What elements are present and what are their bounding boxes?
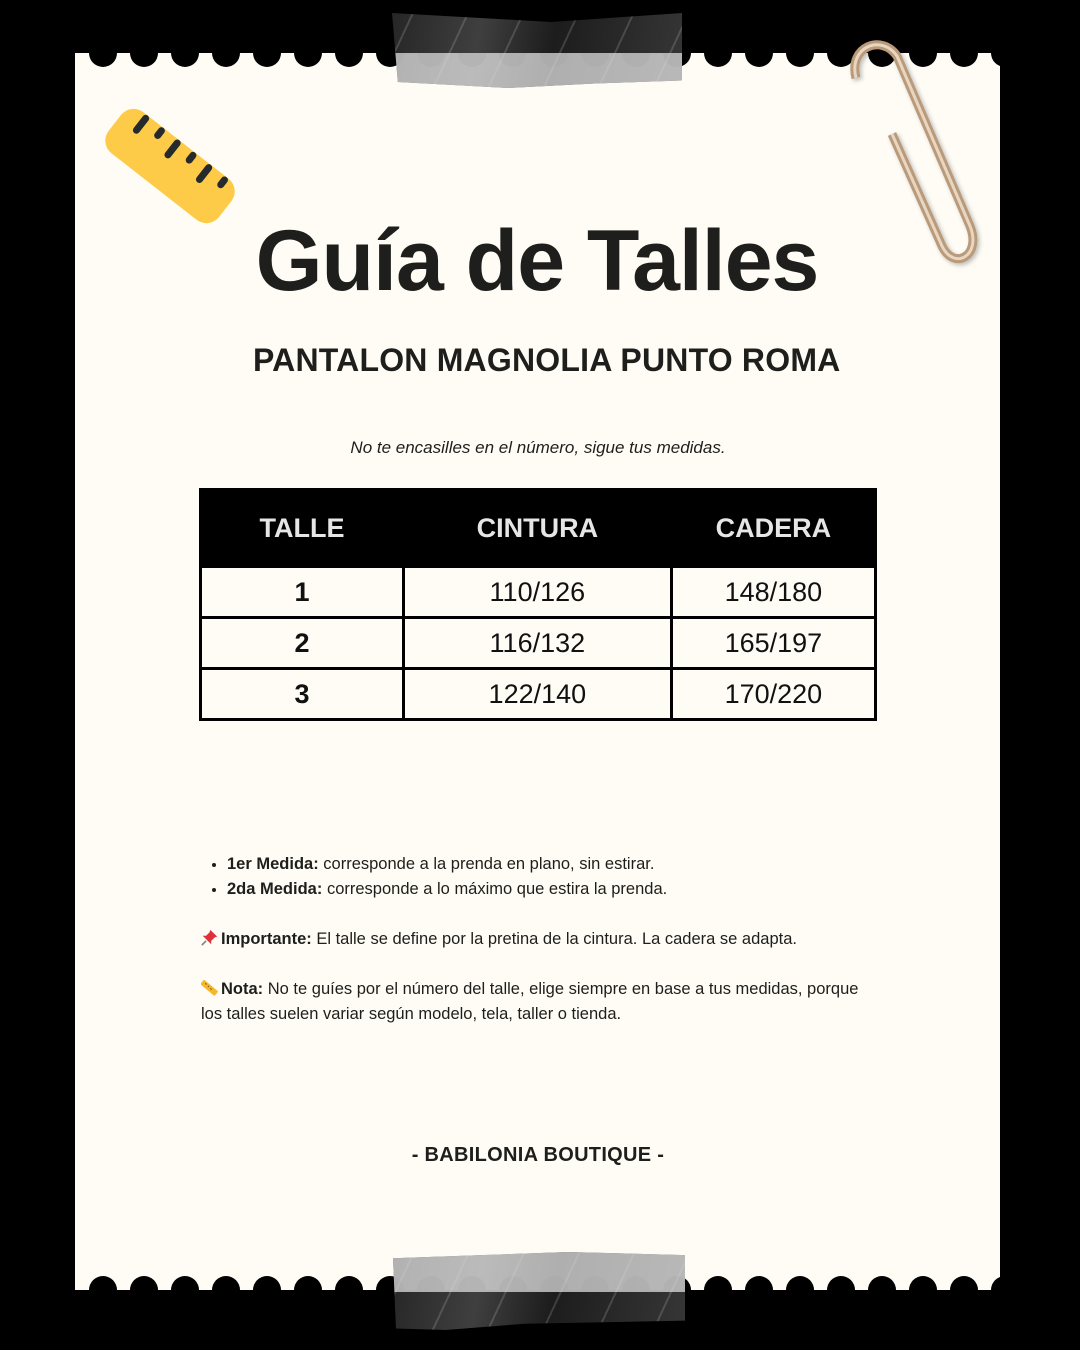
brand-footer: - BABILONIA BOUTIQUE - — [411, 1144, 665, 1166]
important-text: El talle se define por la pretina de la cintura. La cadera se adapta. — [311, 930, 797, 948]
table-header-row — [201, 490, 876, 567]
scallop-notch — [786, 1276, 814, 1291]
page-title: Guía de Talles — [255, 213, 819, 309]
product-name: PANTALON MAGNOLIA PUNTO ROMA — [253, 342, 841, 378]
cell-cadera: 165/197 — [671, 618, 875, 669]
scallop-notch — [335, 1276, 363, 1291]
cell-cintura: 116/132 — [403, 618, 671, 669]
cell-talle: 2 — [201, 618, 404, 669]
bullet-label: 1er Medida: — [227, 855, 319, 873]
scallop-notch — [704, 53, 732, 67]
scallop-notch — [335, 53, 363, 67]
notes-section — [201, 852, 881, 1023]
scallop-notch — [991, 1276, 1000, 1291]
scallop-notch — [991, 53, 1000, 67]
scallop-notch — [212, 53, 240, 67]
scallop-notch — [253, 1276, 281, 1291]
cell-talle: 1 — [201, 567, 404, 618]
cell-cintura: 122/140 — [403, 669, 671, 720]
ruler-icon — [201, 979, 218, 996]
scallop-notch — [89, 53, 117, 67]
scallop-notch — [868, 1276, 896, 1291]
scallop-notch — [212, 1276, 240, 1291]
scallop-notch — [253, 53, 281, 67]
cell-cintura: 110/126 — [403, 567, 671, 618]
scallop-notch — [909, 1276, 937, 1291]
scallop-notch — [704, 1276, 732, 1291]
scallop-notch — [745, 1276, 773, 1291]
scallop-notch — [171, 53, 199, 67]
bullet-label: 2da Medida: — [227, 880, 323, 898]
measurement-list — [201, 852, 881, 902]
tape-strip-bottom — [393, 1252, 685, 1330]
scallop-notch — [89, 1276, 117, 1291]
scallop-notch — [130, 53, 158, 67]
table-row — [201, 567, 876, 618]
nota-note — [201, 977, 881, 1027]
scallop-notch — [745, 53, 773, 67]
cell-talle: 3 — [201, 669, 404, 720]
scallop-notch — [294, 1276, 322, 1291]
scallop-notch — [171, 1276, 199, 1291]
scallop-notch — [827, 1276, 855, 1291]
scallop-notch — [294, 53, 322, 67]
size-table — [199, 488, 877, 721]
table-row — [201, 618, 876, 669]
scallop-notch — [130, 1276, 158, 1291]
cell-cadera: 148/180 — [671, 567, 875, 618]
important-label: Importante: — [221, 930, 312, 948]
column-header-cadera: CADERA — [671, 490, 875, 567]
bullet-text: corresponde a la prenda en plano, sin estirar. — [318, 855, 655, 873]
nota-label: Nota: — [221, 980, 264, 998]
tape-strip-top — [392, 13, 682, 88]
list-item — [227, 877, 881, 902]
pushpin-icon — [201, 929, 218, 946]
list-item — [227, 852, 881, 877]
tagline: No te encasilles en el número, sigue tus medidas. — [350, 438, 726, 457]
table-row — [201, 669, 876, 720]
column-header-talle: TALLE — [201, 490, 404, 567]
column-header-cintura: CINTURA — [403, 490, 671, 567]
scallop-notch — [950, 1276, 978, 1291]
important-note — [201, 927, 797, 952]
nota-text: No te guíes por el número del talle, elige siempre en base a tus medidas, porque los talles suelen variar según modelo, tela, taller o tienda. — [201, 980, 859, 1023]
bullet-text: corresponde a lo máximo que estira la prenda. — [322, 880, 668, 898]
scallop-notch — [786, 53, 814, 67]
cell-cadera: 170/220 — [671, 669, 875, 720]
